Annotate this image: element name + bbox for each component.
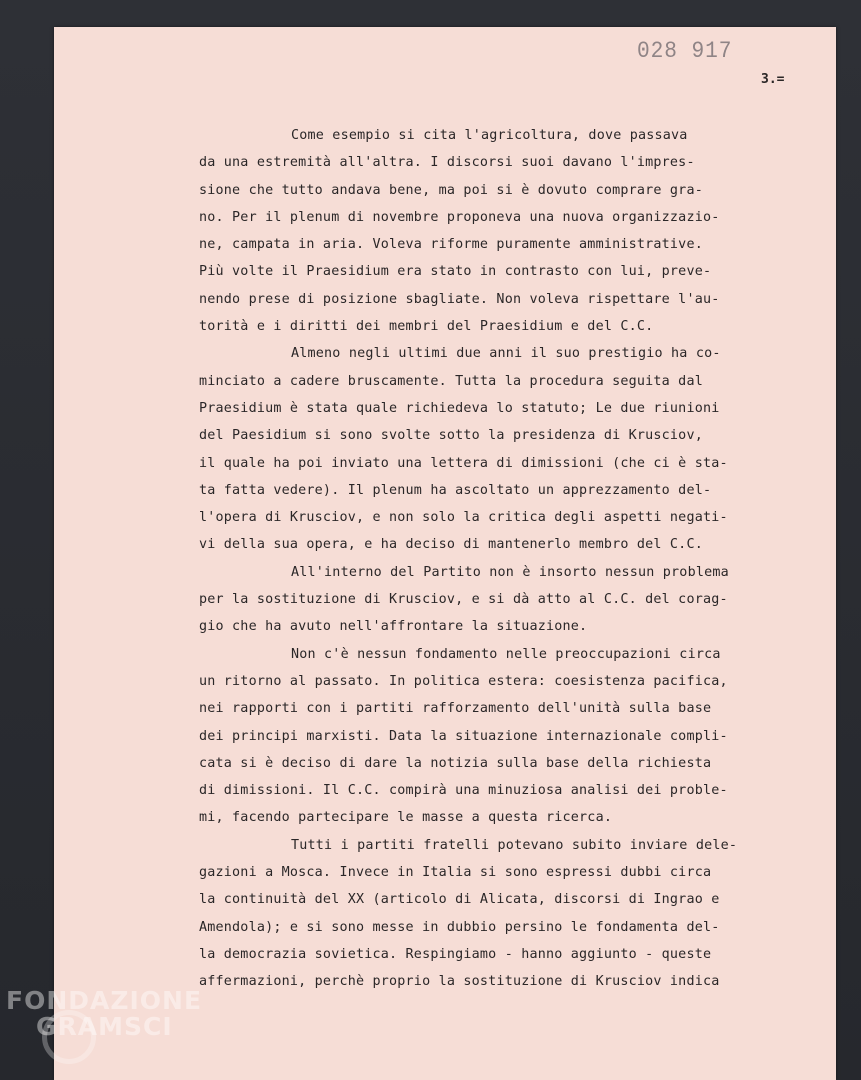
text-line: Tutti i partiti fratelli potevano subito inviare dele-: [291, 837, 738, 853]
text-line: la continuità del XX (articolo di Alicata, discorsi di Ingrao e: [199, 892, 720, 908]
text-line: nendo prese di posizione sbagliate. Non voleva rispettare l'au-: [199, 291, 720, 307]
text-line: affermazioni, perchè proprio la sostituzione di Krusciov indica: [199, 974, 720, 990]
text-line: minciato a cadere bruscamente. Tutta la procedura seguita dal: [199, 373, 703, 389]
text-line: gio che ha avuto nell'affrontare la situazione.: [199, 619, 588, 635]
text-line: per la sostituzione di Krusciov, e si dà atto al C.C. del corag-: [199, 592, 728, 608]
text-line: del Paesidium si sono svolte sotto la presidenza di Krusciov,: [199, 428, 703, 444]
text-line: Praesidium è stata quale richiedeva lo statuto; Le due riunioni: [199, 400, 720, 416]
text-line: torità e i diritti dei membri del Praesidium e del C.C.: [199, 319, 654, 335]
watermark-line-2: GRAMSCI: [36, 1012, 173, 1041]
text-line: l'opera di Krusciov, e non solo la critica degli aspetti negati-: [199, 510, 728, 526]
text-line: nei rapporti con i partiti rafforzamento dell'unità sulla base: [199, 701, 712, 717]
text-line: di dimissioni. Il C.C. compirà una minuziosa analisi dei proble-: [199, 783, 728, 799]
text-line: dei principi marxisti. Data la situazione internazionale compli-: [199, 728, 728, 744]
text-line: Amendola); e si sono messe in dubbio persino le fondamenta del-: [199, 919, 720, 935]
text-line: Non c'è nessun fondamento nelle preoccupazioni circa: [291, 646, 721, 662]
text-line: All'interno del Partito non è insorto nessun problema: [291, 564, 729, 580]
text-line: un ritorno al passato. In politica estera: coesistenza pacifica,: [199, 673, 728, 689]
text-line: ne, campata in aria. Voleva riforme puramente amministrative.: [199, 237, 703, 253]
text-line: Almeno negli ultimi due anni il suo prestigio ha co-: [291, 346, 721, 362]
page-number: 3.=: [761, 72, 785, 87]
text-line: il quale ha poi inviato una lettera di dimissioni (che ci è sta-: [199, 455, 728, 471]
text-line: Come esempio si cita l'agricoltura, dove passava: [291, 128, 688, 143]
watermark-line-1: FONDAZIONE: [6, 986, 203, 1015]
text-line: da una estremità all'altra. I discorsi suoi davano l'impres-: [199, 155, 695, 171]
archive-stamp-number: 028 917: [637, 38, 733, 64]
text-line: cata si è deciso di dare la notizia sulla base della richiesta: [199, 755, 712, 771]
text-line: sione che tutto andava bene, ma poi si è dovuto comprare gra-: [199, 182, 703, 198]
typewritten-body: [199, 122, 819, 996]
text-line: Più volte il Praesidium era stato in contrasto con lui, preve-: [199, 264, 712, 280]
text-line: ta fatta vedere). Il plenum ha ascoltato un apprezzamento del-: [199, 482, 712, 498]
text-line: gazioni a Mosca. Invece in Italia si sono espressi dubbi circa: [199, 865, 712, 881]
text-line: mi, facendo partecipare le masse a questa ricerca.: [199, 810, 613, 826]
text-line: la democrazia sovietica. Respingiamo - hanno aggiunto - queste: [199, 946, 712, 962]
text-line: vi della sua opera, e ha deciso di mantenerlo membro del C.C.: [199, 537, 703, 553]
text-line: no. Per il plenum di novembre proponeva una nuova organizzazio-: [199, 209, 720, 225]
